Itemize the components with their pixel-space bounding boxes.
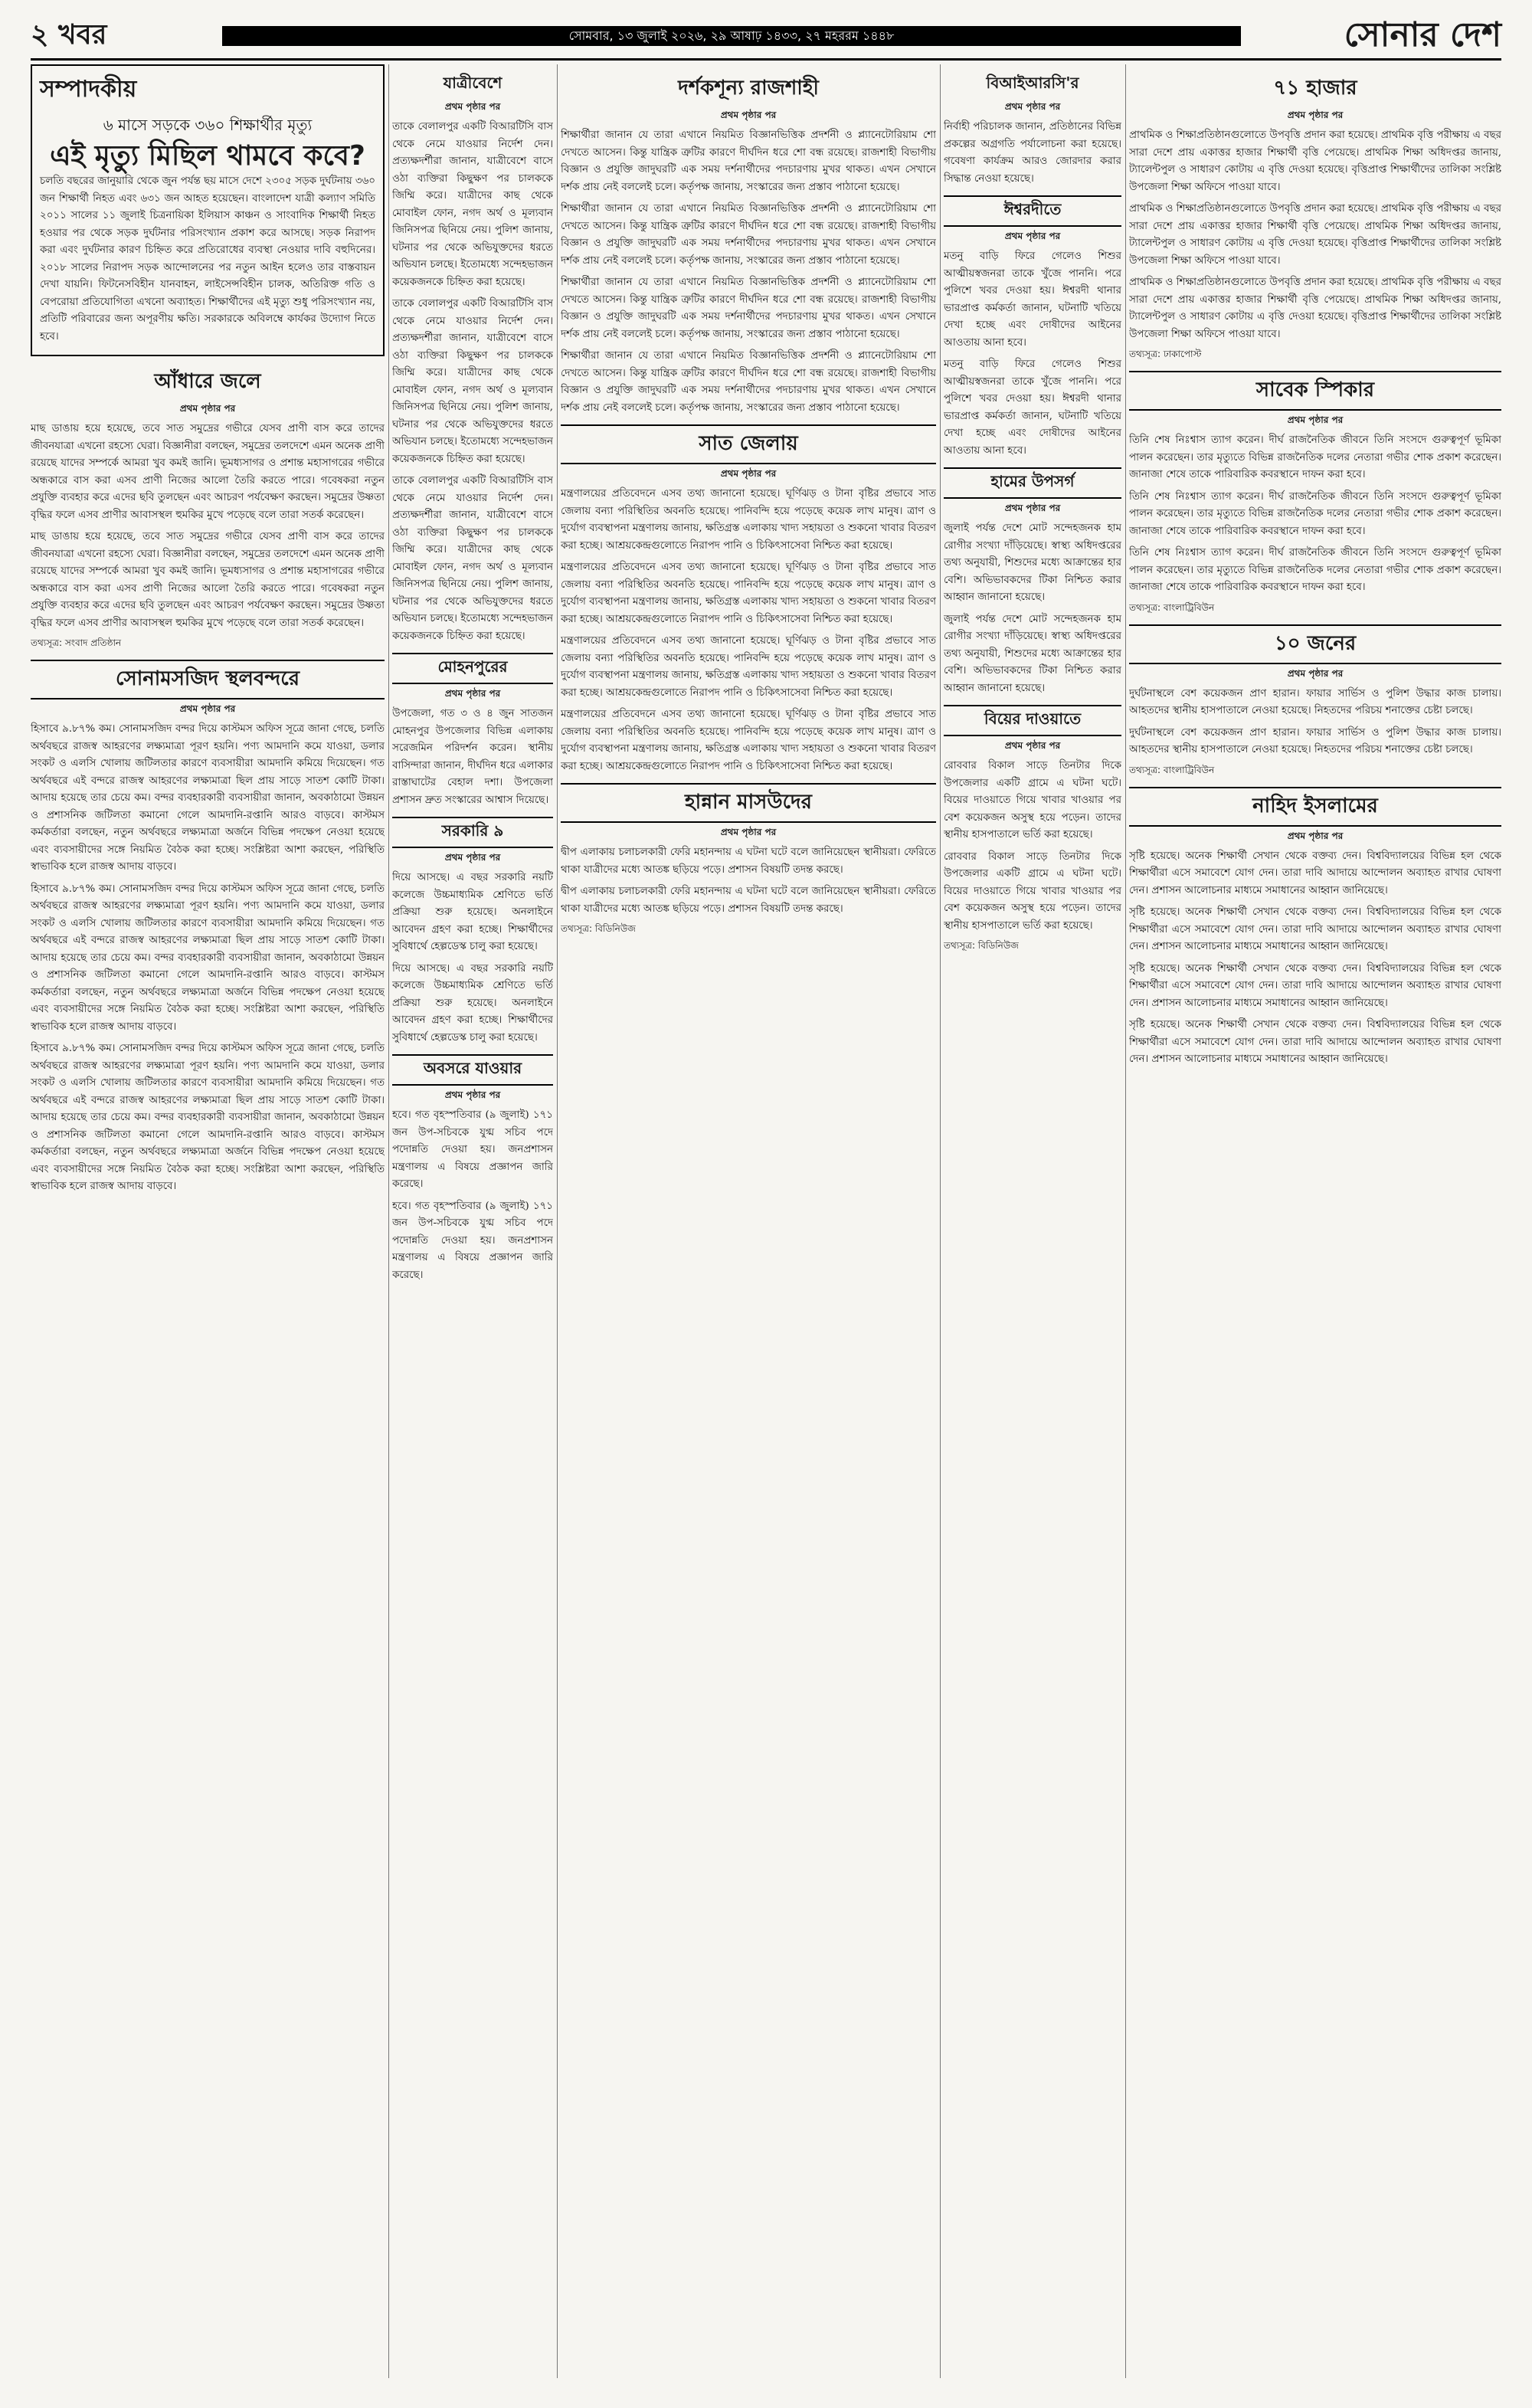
editorial-headline: এই মৃত্যু মিছিল থামবে কবে? bbox=[50, 140, 365, 172]
story-body: সৃষ্টি হয়েছে। অনেক শিক্ষার্থী সেখান থেকে বক্তব্য দেন। বিশ্ববিদ্যালয়ের বিভিন্ন হল থেকে শিক্ষার্থীরা এসে সমাবেশে যোগ দেন। তারা দাবি আদায়ে আন্দোলন অব্যাহত রাখার ঘোষণা দেন। প্রশাসন আলোচনার মাধ্যমে সমাধানের আহ্বান জানিয়েছে। bbox=[1129, 1019, 1501, 1065]
jump-label: প্রথম পৃষ্ঠার পর bbox=[1287, 414, 1344, 425]
jump-label: প্রথম পৃষ্ঠার পর bbox=[1004, 503, 1061, 513]
story-body: মতনু বাড়ি ফিরে গেলেও শিশুর আত্মীয়স্বজনরা তাকে খুঁজে পাননি। পরে পুলিশে খবর দেওয়া হয়। ঈশ্বরদী থানার ভারপ্রাপ্ত কর্মকর্তা জানান, ঘটনাটি খতিয়ে দেখা হচ্ছে এবং দোষীদের আইনের আওতায় আনা হবে। bbox=[944, 359, 1121, 457]
paper-name: সোনার দেশ bbox=[1344, 15, 1501, 54]
jump-label: প্রথম পৃষ্ঠার পর bbox=[1004, 101, 1061, 112]
story-body: মাছ ডাঙায় হয়ে হয়েছে, তবে সাত সমুদ্রের গভীরে যেসব প্রাণী বাস করে তাদের জীবনযাত্রা এখনো রহস্যে ঘেরা। বিজ্ঞানীরা বলছেন, সমুদ্রের তলদেশে এমন অনেক প্রাণী রয়েছে যাদের সম্পর্কে আমরা খুব কমই জানি। ভূমধ্যসাগর ও প্রশান্ত মহাসাগরের গভীরে অন্ধকারে বাস করা এসব প্রাণী নিজের আলো তৈরি করতে পারে। গবেষকরা নতুন প্রযুক্তি ব্যবহার করে এদের ছবি তুলছেন এবং আচরণ পর্যবেক্ষণ করছেন। সমুদ্রের উষ্ণতা বৃদ্ধির ফলে এসব প্রাণীর আবাসস্থল হুমকির মুখে পড়েছে বলে তারা সতর্ক করেছেন। bbox=[31, 423, 385, 521]
story-body: রোববার বিকাল সাড়ে তিনটার দিকে উপজেলার একটি গ্রামে এ ঘটনা ঘটে। বিয়ের দাওয়াতে গিয়ে খাবার খাওয়ার পর বেশ কয়েকজন অসুস্থ হয়ে পড়েন। তাদের স্থানীয় হাসপাতালে ভর্তি করা হয়েছে। bbox=[944, 760, 1121, 840]
story-body: জুলাই পর্যন্ত দেশে মোট সন্দেহজনক হাম রোগীর সংখ্যা দাঁড়িয়েছে। স্বাস্থ্য অধিদপ্তরের তথ্য অনুযায়ী, শিশুদের মধ্যে আক্রান্তের হার বেশি। অভিভাবকদের টিকা নিশ্চিত করার আহ্বান জানানো হয়েছে। bbox=[944, 613, 1121, 694]
story-source: তথ্যসূত্র: সংবাদ প্রতিষ্ঠান bbox=[31, 637, 122, 648]
story-body: মন্ত্রণালয়ের প্রতিবেদনে এসব তথ্য জানানো হয়েছে। ঘূর্ণিঝড় ও টানা বৃষ্টির প্রভাবে সাত জেলায় বন্যা পরিস্থিতির অবনতি হয়েছে। পানিবন্দি হয়ে পড়েছে কয়েক লাখ মানুষ। ত্রাণ ও দুর্যোগ ব্যবস্থাপনা মন্ত্রণালয় জানায়, ক্ষতিগ্রস্ত এলাকায় খাদ্য সহায়তা ও শুকনো খাবার বিতরণ করা হচ্ছে। আশ্রয়কেন্দ্রগুলোতে নিরাপদ পানি ও চিকিৎসাসেবা নিশ্চিত করা হয়েছে। bbox=[561, 562, 936, 625]
story-title: ঈশ্বরদীতে bbox=[944, 195, 1121, 227]
story-body: তাকে বেলালপুর একটি বিআরটিসি বাস থেকে নেমে যাওয়ার নির্দেশ দেন। প্রত্যক্ষদর্শীরা জানান, যাত্রীবেশে বাসে ওঠা ব্যক্তিরা কিছুক্ষণ পর চালককে জিম্মি করে। যাত্রীদের কাছ থেকে মোবাইল ফোন, নগদ অর্থ ও মূল্যবান জিনিসপত্র ছিনিয়ে নেয়। পুলিশ জানায়, ঘটনার পর থেকে অভিযুক্তদের ধরতে অভিযান চলছে। ইতোমধ্যে সন্দেহভাজন কয়েকজনকে চিহ্নিত করা হয়েছে। bbox=[392, 475, 553, 642]
story-source: তথ্যসূত্র: ঢাকাপোস্ট bbox=[1129, 349, 1202, 359]
story-title: হান্নান মাসউদের bbox=[561, 783, 936, 823]
story-body: সৃষ্টি হয়েছে। অনেক শিক্ষার্থী সেখান থেকে বক্তব্য দেন। বিশ্ববিদ্যালয়ের বিভিন্ন হল থেকে শিক্ষার্থীরা এসে সমাবেশে যোগ দেন। তারা দাবি আদায়ে আন্দোলন অব্যাহত রাখার ঘোষণা দেন। প্রশাসন আলোচনার মাধ্যমে সমাধানের আহ্বান জানিয়েছে। bbox=[1129, 850, 1501, 896]
story-title: যাত্রীবেশে bbox=[443, 74, 502, 92]
story-body: সৃষ্টি হয়েছে। অনেক শিক্ষার্থী সেখান থেকে বক্তব্য দেন। বিশ্ববিদ্যালয়ের বিভিন্ন হল থেকে শিক্ষার্থীরা এসে সমাবেশে যোগ দেন। তারা দাবি আদায়ে আন্দোলন অব্যাহত রাখার ঘোষণা দেন। প্রশাসন আলোচনার মাধ্যমে সমাধানের আহ্বান জানিয়েছে। bbox=[1129, 906, 1501, 952]
column-divider bbox=[940, 64, 941, 2378]
jump-label: প্রথম পৃষ্ঠার পর bbox=[444, 101, 501, 112]
story-body: মন্ত্রণালয়ের প্রতিবেদনে এসব তথ্য জানানো হয়েছে। ঘূর্ণিঝড় ও টানা বৃষ্টির প্রভাবে সাত জেলায় বন্যা পরিস্থিতির অবনতি হয়েছে। পানিবন্দি হয়ে পড়েছে কয়েক লাখ মানুষ। ত্রাণ ও দুর্যোগ ব্যবস্থাপনা মন্ত্রণালয় জানায়, ক্ষতিগ্রস্ত এলাকায় খাদ্য সহায়তা ও শুকনো খাবার বিতরণ করা হচ্ছে। আশ্রয়কেন্দ্রগুলোতে নিরাপদ পানি ও চিকিৎসাসেবা নিশ্চিত করা হয়েছে। bbox=[561, 709, 936, 772]
story-title: মোহনপুরের bbox=[392, 653, 553, 684]
story-body: শিক্ষার্থীরা জানান যে তারা এখানে নিয়মিত বিজ্ঞানভিত্তিক প্রদর্শনী ও প্ল্যানেটোরিয়াম শো দেখতে আসেন। কিন্তু যান্ত্রিক ত্রুটির কারণে দীর্ঘদিন ধরে শো বন্ধ রয়েছে। রাজশাহী বিভাগীয় বিজ্ঞান ও প্রযুক্তি জাদুঘরটি এক সময় দর্শনার্থীদের পদচারণায় মুখর থাকত। এখন সেখানে দর্শক প্রায় নেই বললেই চলে। কর্তৃপক্ষ জানায়, সংস্কারের জন্য প্রস্তাব পাঠানো হয়েছে। bbox=[561, 129, 936, 193]
jump-label: প্রথম পৃষ্ঠার পর bbox=[720, 468, 777, 479]
editorial-label: সম্পাদকীয় bbox=[40, 76, 137, 103]
dateline: সোমবার, ১৩ জুলাই ২০২৬, ২৯ আষাঢ় ১৪৩৩, ২৭ মহররম ১৪৪৮ bbox=[222, 26, 1241, 46]
jump-label: প্রথম পৃষ্ঠার পর bbox=[1287, 667, 1344, 679]
story-body: হবে। গত বৃহস্পতিবার (৯ জুলাই) ১৭১ জন উপ-সচিবকে যুগ্ম সচিব পদে পদোন্নতি দেওয়া হয়। জনপ্রশাসন মন্ত্রণালয় এ বিষয়ে প্রজ্ঞাপন জারি করেছে। bbox=[392, 1200, 553, 1281]
story-body: মন্ত্রণালয়ের প্রতিবেদনে এসব তথ্য জানানো হয়েছে। ঘূর্ণিঝড় ও টানা বৃষ্টির প্রভাবে সাত জেলায় বন্যা পরিস্থিতির অবনতি হয়েছে। পানিবন্দি হয়ে পড়েছে কয়েক লাখ মানুষ। ত্রাণ ও দুর্যোগ ব্যবস্থাপনা মন্ত্রণালয় জানায়, ক্ষতিগ্রস্ত এলাকায় খাদ্য সহায়তা ও শুকনো খাবার বিতরণ করা হচ্ছে। আশ্রয়কেন্দ্রগুলোতে নিরাপদ পানি ও চিকিৎসাসেবা নিশ্চিত করা হয়েছে। bbox=[561, 635, 936, 699]
story-body: হবে। গত বৃহস্পতিবার (৯ জুলাই) ১৭১ জন উপ-সচিবকে যুগ্ম সচিব পদে পদোন্নতি দেওয়া হয়। জনপ্রশাসন মন্ত্রণালয় এ বিষয়ে প্রজ্ঞাপন জারি করেছে। bbox=[392, 1109, 553, 1190]
story-body: রোববার বিকাল সাড়ে তিনটার দিকে উপজেলার একটি গ্রামে এ ঘটনা ঘটে। বিয়ের দাওয়াতে গিয়ে খাবার খাওয়ার পর বেশ কয়েকজন অসুস্থ হয়ে পড়েন। তাদের স্থানীয় হাসপাতালে ভর্তি করা হয়েছে। bbox=[944, 850, 1121, 932]
masthead bbox=[31, 15, 1501, 55]
column-3 bbox=[561, 64, 936, 2378]
editorial-kicker: ৬ মাসে সড়কে ৩৬০ শিক্ষার্থীর মৃত্যু bbox=[103, 116, 313, 134]
story-title: ৭১ হাজার bbox=[1273, 77, 1357, 100]
jump-label: প্রথম পৃষ্ঠার পর bbox=[179, 703, 236, 714]
column-divider bbox=[388, 64, 389, 2378]
column-5 bbox=[1129, 64, 1501, 2378]
story-source: তথ্যসূত্র: বাংলাট্রিবিউন bbox=[1129, 764, 1215, 775]
story-body: শিক্ষার্থীরা জানান যে তারা এখানে নিয়মিত বিজ্ঞানভিত্তিক প্রদর্শনী ও প্ল্যানেটোরিয়াম শো দেখতে আসেন। কিন্তু যান্ত্রিক ত্রুটির কারণে দীর্ঘদিন ধরে শো বন্ধ রয়েছে। রাজশাহী বিভাগীয় বিজ্ঞান ও প্রযুক্তি জাদুঘরটি এক সময় দর্শনার্থীদের পদচারণায় মুখর থাকত। এখন সেখানে দর্শক প্রায় নেই বললেই চলে। কর্তৃপক্ষ জানায়, সংস্কারের জন্য প্রস্তাব পাঠানো হয়েছে। bbox=[561, 350, 936, 414]
story-title: বিআইআরসি'র bbox=[986, 74, 1079, 92]
story-body: দ্বীপ এলাকায় চলাচলকারী ফেরি মহানন্দায় এ ঘটনা ঘটে বলে জানিয়েছেন স্থানীয়রা। ফেরিতে থাকা যাত্রীদের মধ্যে আতঙ্ক ছড়িয়ে পড়ে। প্রশাসন বিষয়টি তদন্ত করছে। bbox=[561, 886, 936, 915]
story-body: দ্বীপ এলাকায় চলাচলকারী ফেরি মহানন্দায় এ ঘটনা ঘটে বলে জানিয়েছেন স্থানীয়রা। ফেরিতে থাকা যাত্রীদের মধ্যে আতঙ্ক ছড়িয়ে পড়ে। প্রশাসন বিষয়টি তদন্ত করছে। bbox=[561, 847, 936, 876]
story-body: মাছ ডাঙায় হয়ে হয়েছে, তবে সাত সমুদ্রের গভীরে যেসব প্রাণী বাস করে তাদের জীবনযাত্রা এখনো রহস্যে ঘেরা। বিজ্ঞানীরা বলছেন, সমুদ্রের তলদেশে এমন অনেক প্রাণী রয়েছে যাদের সম্পর্কে আমরা খুব কমই জানি। ভূমধ্যসাগর ও প্রশান্ত মহাসাগরের গভীরে অন্ধকারে বাস করা এসব প্রাণী নিজের আলো তৈরি করতে পারে। গবেষকরা নতুন প্রযুক্তি ব্যবহার করে এদের ছবি তুলছেন এবং আচরণ পর্যবেক্ষণ করছেন। সমুদ্রের উষ্ণতা বৃদ্ধির ফলে এসব প্রাণীর আবাসস্থল হুমকির মুখে পড়েছে বলে তারা সতর্ক করেছেন। bbox=[31, 531, 385, 629]
story-body: দুর্ঘটনাস্থলে বেশ কয়েকজন প্রাণ হারান। ফায়ার সার্ভিস ও পুলিশ উদ্ধার কাজ চালায়। আহতদের স্থানীয় হাসপাতালে নেওয়া হয়েছে। নিহতদের পরিচয় শনাক্তের চেষ্টা চলছে। bbox=[1129, 687, 1501, 716]
story-body: প্রাথমিক ও শিক্ষাপ্রতিষ্ঠানগুলোতে উপবৃত্তি প্রদান করা হয়েছে। প্রাথমিক বৃত্তি পরীক্ষায় এ বছর সারা দেশে প্রায় একাত্তর হাজার শিক্ষার্থী বৃত্তি পেয়েছে। প্রাথমিক শিক্ষা অধিদপ্তর জানায়, ট্যালেন্টপুল ও সাধারণ কোটায় এ বৃত্তি দেওয়া হয়েছে। বৃত্তিপ্রাপ্ত শিক্ষার্থীদের তালিকা সংশ্লিষ্ট উপজেলা শিক্ষা অফিসে পাওয়া যাবে। bbox=[1129, 203, 1501, 267]
story-body: তাকে বেলালপুর একটি বিআরটিসি বাস থেকে নেমে যাওয়ার নির্দেশ দেন। প্রত্যক্ষদর্শীরা জানান, যাত্রীবেশে বাসে ওঠা ব্যক্তিরা কিছুক্ষণ পর চালককে জিম্মি করে। যাত্রীদের কাছ থেকে মোবাইল ফোন, নগদ অর্থ ও মূল্যবান জিনিসপত্র ছিনিয়ে নেয়। পুলিশ জানায়, ঘটনার পর থেকে অভিযুক্তদের ধরতে অভিযান চলছে। ইতোমধ্যে সন্দেহভাজন কয়েকজনকে চিহ্নিত করা হয়েছে। bbox=[392, 298, 553, 465]
story-body: সৃষ্টি হয়েছে। অনেক শিক্ষার্থী সেখান থেকে বক্তব্য দেন। বিশ্ববিদ্যালয়ের বিভিন্ন হল থেকে শিক্ষার্থীরা এসে সমাবেশে যোগ দেন। তারা দাবি আদায়ে আন্দোলন অব্যাহত রাখার ঘোষণা দেন। প্রশাসন আলোচনার মাধ্যমে সমাধানের আহ্বান জানিয়েছে। bbox=[1129, 962, 1501, 1009]
column-divider bbox=[557, 64, 558, 2378]
story-body: তাকে বেলালপুর একটি বিআরটিসি বাস থেকে নেমে যাওয়ার নির্দেশ দেন। প্রত্যক্ষদর্শীরা জানান, যাত্রীবেশে বাসে ওঠা ব্যক্তিরা কিছুক্ষণ পর চালককে জিম্মি করে। যাত্রীদের কাছ থেকে মোবাইল ফোন, নগদ অর্থ ও মূল্যবান জিনিসপত্র ছিনিয়ে নেয়। পুলিশ জানায়, ঘটনার পর থেকে অভিযুক্তদের ধরতে অভিযান চলছে। ইতোমধ্যে সন্দেহভাজন কয়েকজনকে চিহ্নিত করা হয়েছে। bbox=[392, 121, 553, 288]
story-title: সাবেক স্পিকার bbox=[1129, 371, 1501, 411]
jump-label: প্রথম পৃষ্ঠার পর bbox=[720, 110, 777, 120]
story-title: সরকারি ৯ bbox=[392, 817, 553, 848]
column-2 bbox=[392, 64, 553, 2378]
story-title: দর্শকশূন্য রাজশাহী bbox=[678, 77, 819, 100]
story-body: তিনি শেষ নিঃশ্বাস ত্যাগ করেন। দীর্ঘ রাজনৈতিক জীবনে তিনি সংসদে গুরুত্বপূর্ণ ভূমিকা পালন করেছেন। তার মৃত্যুতে বিভিন্ন রাজনৈতিক দলের নেতারা গভীর শোক প্রকাশ করেছেন। জানাজা শেষে তাকে পারিবারিক কবরস্থানে দাফন করা হবে। bbox=[1129, 434, 1501, 480]
jump-label: প্রথম পৃষ্ঠার পর bbox=[444, 1089, 501, 1100]
editorial-box bbox=[31, 64, 385, 356]
column-4 bbox=[944, 64, 1121, 2378]
story-title: সোনামসজিদ স্থলবন্দরে bbox=[31, 660, 385, 699]
jump-label: প্রথম পৃষ্ঠার পর bbox=[444, 852, 501, 863]
story-source: তথ্যসূত্র: বিডিনিউজ bbox=[944, 940, 1019, 951]
story-title: নাহিদ ইসলামের bbox=[1129, 787, 1501, 827]
story-body: মন্ত্রণালয়ের প্রতিবেদনে এসব তথ্য জানানো হয়েছে। ঘূর্ণিঝড় ও টানা বৃষ্টির প্রভাবে সাত জেলায় বন্যা পরিস্থিতির অবনতি হয়েছে। পানিবন্দি হয়ে পড়েছে কয়েক লাখ মানুষ। ত্রাণ ও দুর্যোগ ব্যবস্থাপনা মন্ত্রণালয় জানায়, ক্ষতিগ্রস্ত এলাকায় খাদ্য সহায়তা ও শুকনো খাবার বিতরণ করা হচ্ছে। আশ্রয়কেন্দ্রগুলোতে নিরাপদ পানি ও চিকিৎসাসেবা নিশ্চিত করা হয়েছে। bbox=[561, 488, 936, 552]
editorial-body: চলতি বছরের জানুয়ারি থেকে জুন পর্যন্ত ছয় মাসে দেশে ২৩০৫ সড়ক দুর্ঘটনায় ৩৬০ জন শিক্ষার্থী নিহত এবং ৬৩১ জন আহত হয়েছেন। বাংলাদেশ যাত্রী কল্যাণ সমিতি ২০১১ সালের ১১ জুলাই চিত্রনায়িকা ইলিয়াস কাঞ্চন ও সাংবাদিক শিক্ষার্থী নিহত হওয়ার পর থেকে সড়ক দুর্ঘটনার পরিসংখ্যান প্রকাশ করে আসছে। সড়ক নিরাপদ করা এবং দুর্ঘটনার কারণ চিহ্নিত করে প্রতিরোধের ব্যবস্থা নেওয়ার দাবি বহুদিনের। ২০১৮ সালের নিরাপদ সড়ক আন্দোলনের পর নতুন আইন হলেও তার বাস্তবায়ন দেখা যায়নি। ফিটনেসবিহীন যানবাহন, লাইসেন্সবিহীন চালক, অতিরিক্ত গতি ও বেপরোয়া প্রতিযোগিতা এখনো অব্যাহত। শিক্ষার্থীদের এই মৃত্যু শুধু পরিসংখ্যান নয়, প্রতিটি পরিবারের জন্য অপূরণীয় ক্ষতি। সরকারকে অবিলম্বে কার্যকর উদ্যোগ নিতে হবে। bbox=[40, 175, 375, 342]
story-title: হামের উপসর্গ bbox=[944, 467, 1121, 499]
story-body: প্রাথমিক ও শিক্ষাপ্রতিষ্ঠানগুলোতে উপবৃত্তি প্রদান করা হয়েছে। প্রাথমিক বৃত্তি পরীক্ষায় এ বছর সারা দেশে প্রায় একাত্তর হাজার শিক্ষার্থী বৃত্তি পেয়েছে। প্রাথমিক শিক্ষা অধিদপ্তর জানায়, ট্যালেন্টপুল ও সাধারণ কোটায় এ বৃত্তি দেওয়া হয়েছে। বৃত্তিপ্রাপ্ত শিক্ষার্থীদের তালিকা সংশ্লিষ্ট উপজেলা শিক্ষা অফিসে পাওয়া যাবে। bbox=[1129, 277, 1501, 340]
jump-label: প্রথম পৃষ্ঠার পর bbox=[1004, 231, 1061, 241]
jump-label: প্রথম পৃষ্ঠার পর bbox=[444, 688, 501, 699]
story-title: অবসরে যাওয়ার bbox=[392, 1054, 553, 1086]
jump-label: প্রথম পৃষ্ঠার পর bbox=[1287, 830, 1344, 841]
column-divider bbox=[1125, 64, 1126, 2378]
story-body: তিনি শেষ নিঃশ্বাস ত্যাগ করেন। দীর্ঘ রাজনৈতিক জীবনে তিনি সংসদে গুরুত্বপূর্ণ ভূমিকা পালন করেছেন। তার মৃত্যুতে বিভিন্ন রাজনৈতিক দলের নেতারা গভীর শোক প্রকাশ করেছেন। জানাজা শেষে তাকে পারিবারিক কবরস্থানে দাফন করা হবে। bbox=[1129, 490, 1501, 537]
story-body: দুর্ঘটনাস্থলে বেশ কয়েকজন প্রাণ হারান। ফায়ার সার্ভিস ও পুলিশ উদ্ধার কাজ চালায়। আহতদের স্থানীয় হাসপাতালে নেওয়া হয়েছে। নিহতদের পরিচয় শনাক্তের চেষ্টা চলছে। bbox=[1129, 726, 1501, 755]
masthead-rule bbox=[31, 58, 1501, 61]
story-source: তথ্যসূত্র: বিডিনিউজ bbox=[561, 923, 636, 934]
story-title: ১০ জনের bbox=[1129, 624, 1501, 664]
jump-label: প্রথম পৃষ্ঠার পর bbox=[179, 403, 236, 414]
story-body: শিক্ষার্থীরা জানান যে তারা এখানে নিয়মিত বিজ্ঞানভিত্তিক প্রদর্শনী ও প্ল্যানেটোরিয়াম শো দেখতে আসেন। কিন্তু যান্ত্রিক ত্রুটির কারণে দীর্ঘদিন ধরে শো বন্ধ রয়েছে। রাজশাহী বিভাগীয় বিজ্ঞান ও প্রযুক্তি জাদুঘরটি এক সময় দর্শনার্থীদের পদচারণায় মুখর থাকত। এখন সেখানে দর্শক প্রায় নেই বললেই চলে। কর্তৃপক্ষ জানায়, সংস্কারের জন্য প্রস্তাব পাঠানো হয়েছে। bbox=[561, 203, 936, 267]
story-body: হিসাবে ৯.৮৭% কম। সোনামসজিদ বন্দর দিয়ে কাস্টমস অফিস সূত্রে জানা গেছে, চলতি অর্থবছরে রাজস্ব আহরণের লক্ষ্যমাত্রা পূরণ হয়নি। পণ্য আমদানি কমে যাওয়া, ডলার সংকট ও এলসি খোলায় জটিলতার কারণে ব্যবসায়ীরা আমদানি কমিয়ে দিয়েছেন। গত অর্থবছরে এই বন্দরে রাজস্ব আহরণের লক্ষ্যমাত্রা ছিল প্রায় সাড়ে সাতশ কোটি টাকা। আদায় হয়েছে তার চেয়ে কম। বন্দর ব্যবহারকারী ব্যবসায়ীরা জানান, অবকাঠামো উন্নয়ন ও প্রশাসনিক জটিলতা কমানো গেলে আমদানি-রপ্তানি আরও বাড়বে। কাস্টমস কর্মকর্তারা বলছেন, নতুন অর্থবছরে লক্ষ্যমাত্রা অর্জনে বিভিন্ন পদক্ষেপ নেওয়া হয়েছে এবং ব্যবসায়ীদের সঙ্গে নিয়মিত বৈঠক করা হচ্ছে। সংশ্লিষ্টরা আশা করছেন, পরিস্থিতি স্বাভাবিক হলে রাজস্ব আদায় বাড়বে। bbox=[31, 1043, 385, 1192]
story-title: সাত জেলায় bbox=[561, 424, 936, 464]
story-body: মতনু বাড়ি ফিরে গেলেও শিশুর আত্মীয়স্বজনরা তাকে খুঁজে পাননি। পরে পুলিশে খবর দেওয়া হয়। ঈশ্বরদী থানার ভারপ্রাপ্ত কর্মকর্তা জানান, ঘটনাটি খতিয়ে দেখা হচ্ছে এবং দোষীদের আইনের আওতায় আনা হবে। bbox=[944, 251, 1121, 349]
jump-label: প্রথম পৃষ্ঠার পর bbox=[1004, 740, 1061, 751]
story-body: শিক্ষার্থীরা জানান যে তারা এখানে নিয়মিত বিজ্ঞানভিত্তিক প্রদর্শনী ও প্ল্যানেটোরিয়াম শো দেখতে আসেন। কিন্তু যান্ত্রিক ত্রুটির কারণে দীর্ঘদিন ধরে শো বন্ধ রয়েছে। রাজশাহী বিভাগীয় বিজ্ঞান ও প্রযুক্তি জাদুঘরটি এক সময় দর্শনার্থীদের পদচারণায় মুখর থাকত। এখন সেখানে দর্শক প্রায় নেই বললেই চলে। কর্তৃপক্ষ জানায়, সংস্কারের জন্য প্রস্তাব পাঠানো হয়েছে। bbox=[561, 277, 936, 340]
column-1 bbox=[31, 64, 385, 2378]
story-body: নির্বাহী পরিচালক জানান, প্রতিষ্ঠানের বিভিন্ন প্রকল্পের অগ্রগতি পর্যালোচনা করা হয়েছে। গবেষণা কার্যক্রম আরও জোরদার করার সিদ্ধান্ত নেওয়া হয়েছে। bbox=[944, 121, 1121, 185]
jump-label: প্রথম পৃষ্ঠার পর bbox=[1287, 110, 1344, 120]
story-body: তিনি শেষ নিঃশ্বাস ত্যাগ করেন। দীর্ঘ রাজনৈতিক জীবনে তিনি সংসদে গুরুত্বপূর্ণ ভূমিকা পালন করেছেন। তার মৃত্যুতে বিভিন্ন রাজনৈতিক দলের নেতারা গভীর শোক প্রকাশ করেছেন। জানাজা শেষে তাকে পারিবারিক কবরস্থানে দাফন করা হবে। bbox=[1129, 547, 1501, 593]
story-body: প্রাথমিক ও শিক্ষাপ্রতিষ্ঠানগুলোতে উপবৃত্তি প্রদান করা হয়েছে। প্রাথমিক বৃত্তি পরীক্ষায় এ বছর সারা দেশে প্রায় একাত্তর হাজার শিক্ষার্থী বৃত্তি পেয়েছে। প্রাথমিক শিক্ষা অধিদপ্তর জানায়, ট্যালেন্টপুল ও সাধারণ কোটায় এ বৃত্তি দেওয়া হয়েছে। বৃত্তিপ্রাপ্ত শিক্ষার্থীদের তালিকা সংশ্লিষ্ট উপজেলা শিক্ষা অফিসে পাওয়া যাবে। bbox=[1129, 129, 1501, 193]
story-body: দিয়ে আসছে। এ বছর সরকারি নয়টি কলেজে উচ্চমাধ্যমিক শ্রেণিতে ভর্তি প্রক্রিয়া শুরু হয়েছে। অনলাইনে আবেদন গ্রহণ করা হচ্ছে। শিক্ষার্থীদের সুবিধার্থে হেল্পডেস্ক চালু করা হয়েছে। bbox=[392, 962, 553, 1043]
jump-label: প্রথম পৃষ্ঠার পর bbox=[720, 827, 777, 837]
story-body: হিসাবে ৯.৮৭% কম। সোনামসজিদ বন্দর দিয়ে কাস্টমস অফিস সূত্রে জানা গেছে, চলতি অর্থবছরে রাজস্ব আহরণের লক্ষ্যমাত্রা পূরণ হয়নি। পণ্য আমদানি কমে যাওয়া, ডলার সংকট ও এলসি খোলায় জটিলতার কারণে ব্যবসায়ীরা আমদানি কমিয়ে দিয়েছেন। গত অর্থবছরে এই বন্দরে রাজস্ব আহরণের লক্ষ্যমাত্রা ছিল প্রায় সাড়ে সাতশ কোটি টাকা। আদায় হয়েছে তার চেয়ে কম। বন্দর ব্যবহারকারী ব্যবসায়ীরা জানান, অবকাঠামো উন্নয়ন ও প্রশাসনিক জটিলতা কমানো গেলে আমদানি-রপ্তানি আরও বাড়বে। কাস্টমস কর্মকর্তারা বলছেন, নতুন অর্থবছরে লক্ষ্যমাত্রা অর্জনে বিভিন্ন পদক্ষেপ নেওয়া হয়েছে এবং ব্যবসায়ীদের সঙ্গে নিয়মিত বৈঠক করা হচ্ছে। সংশ্লিষ্টরা আশা করছেন, পরিস্থিতি স্বাভাবিক হলে রাজস্ব আদায় বাড়বে। bbox=[31, 723, 385, 873]
story-body: জুলাই পর্যন্ত দেশে মোট সন্দেহজনক হাম রোগীর সংখ্যা দাঁড়িয়েছে। স্বাস্থ্য অধিদপ্তরের তথ্য অনুযায়ী, শিশুদের মধ্যে আক্রান্তের হার বেশি। অভিভাবকদের টিকা নিশ্চিত করার আহ্বান জানানো হয়েছে। bbox=[944, 523, 1121, 603]
story-source: তথ্যসূত্র: বাংলাট্রিবিউন bbox=[1129, 601, 1215, 613]
page-label: ২ খবর bbox=[31, 19, 107, 51]
story-body: হিসাবে ৯.৮৭% কম। সোনামসজিদ বন্দর দিয়ে কাস্টমস অফিস সূত্রে জানা গেছে, চলতি অর্থবছরে রাজস্ব আহরণের লক্ষ্যমাত্রা পূরণ হয়নি। পণ্য আমদানি কমে যাওয়া, ডলার সংকট ও এলসি খোলায় জটিলতার কারণে ব্যবসায়ীরা আমদানি কমিয়ে দিয়েছেন। গত অর্থবছরে এই বন্দরে রাজস্ব আহরণের লক্ষ্যমাত্রা ছিল প্রায় সাড়ে সাতশ কোটি টাকা। আদায় হয়েছে তার চেয়ে কম। বন্দর ব্যবহারকারী ব্যবসায়ীরা জানান, অবকাঠামো উন্নয়ন ও প্রশাসনিক জটিলতা কমানো গেলে আমদানি-রপ্তানি আরও বাড়বে। কাস্টমস কর্মকর্তারা বলছেন, নতুন অর্থবছরে লক্ষ্যমাত্রা অর্জনে বিভিন্ন পদক্ষেপ নেওয়া হয়েছে এবং ব্যবসায়ীদের সঙ্গে নিয়মিত বৈঠক করা হচ্ছে। সংশ্লিষ্টরা আশা করছেন, পরিস্থিতি স্বাভাবিক হলে রাজস্ব আদায় বাড়বে। bbox=[31, 883, 385, 1033]
story-body: উপজেলা, গত ৩ ও ৪ জুন সাতজন মোহনপুর উপজেলার বিভিন্ন এলাকায় সরেজমিন পরিদর্শন করেন। স্থানীয় বাসিন্দারা জানান, দীর্ঘদিন ধরে এলাকার রাস্তাঘাটের বেহাল দশা। উপজেলা প্রশাসন দ্রুত সংস্কারের আশ্বাস দিয়েছে। bbox=[392, 708, 553, 806]
story-title: আঁধারে জলে bbox=[154, 370, 261, 393]
story-title: বিয়ের দাওয়াতে bbox=[944, 705, 1121, 736]
story-body: দিয়ে আসছে। এ বছর সরকারি নয়টি কলেজে উচ্চমাধ্যমিক শ্রেণিতে ভর্তি প্রক্রিয়া শুরু হয়েছে। অনলাইনে আবেদন গ্রহণ করা হচ্ছে। শিক্ষার্থীদের সুবিধার্থে হেল্পডেস্ক চালু করা হয়েছে। bbox=[392, 872, 553, 952]
